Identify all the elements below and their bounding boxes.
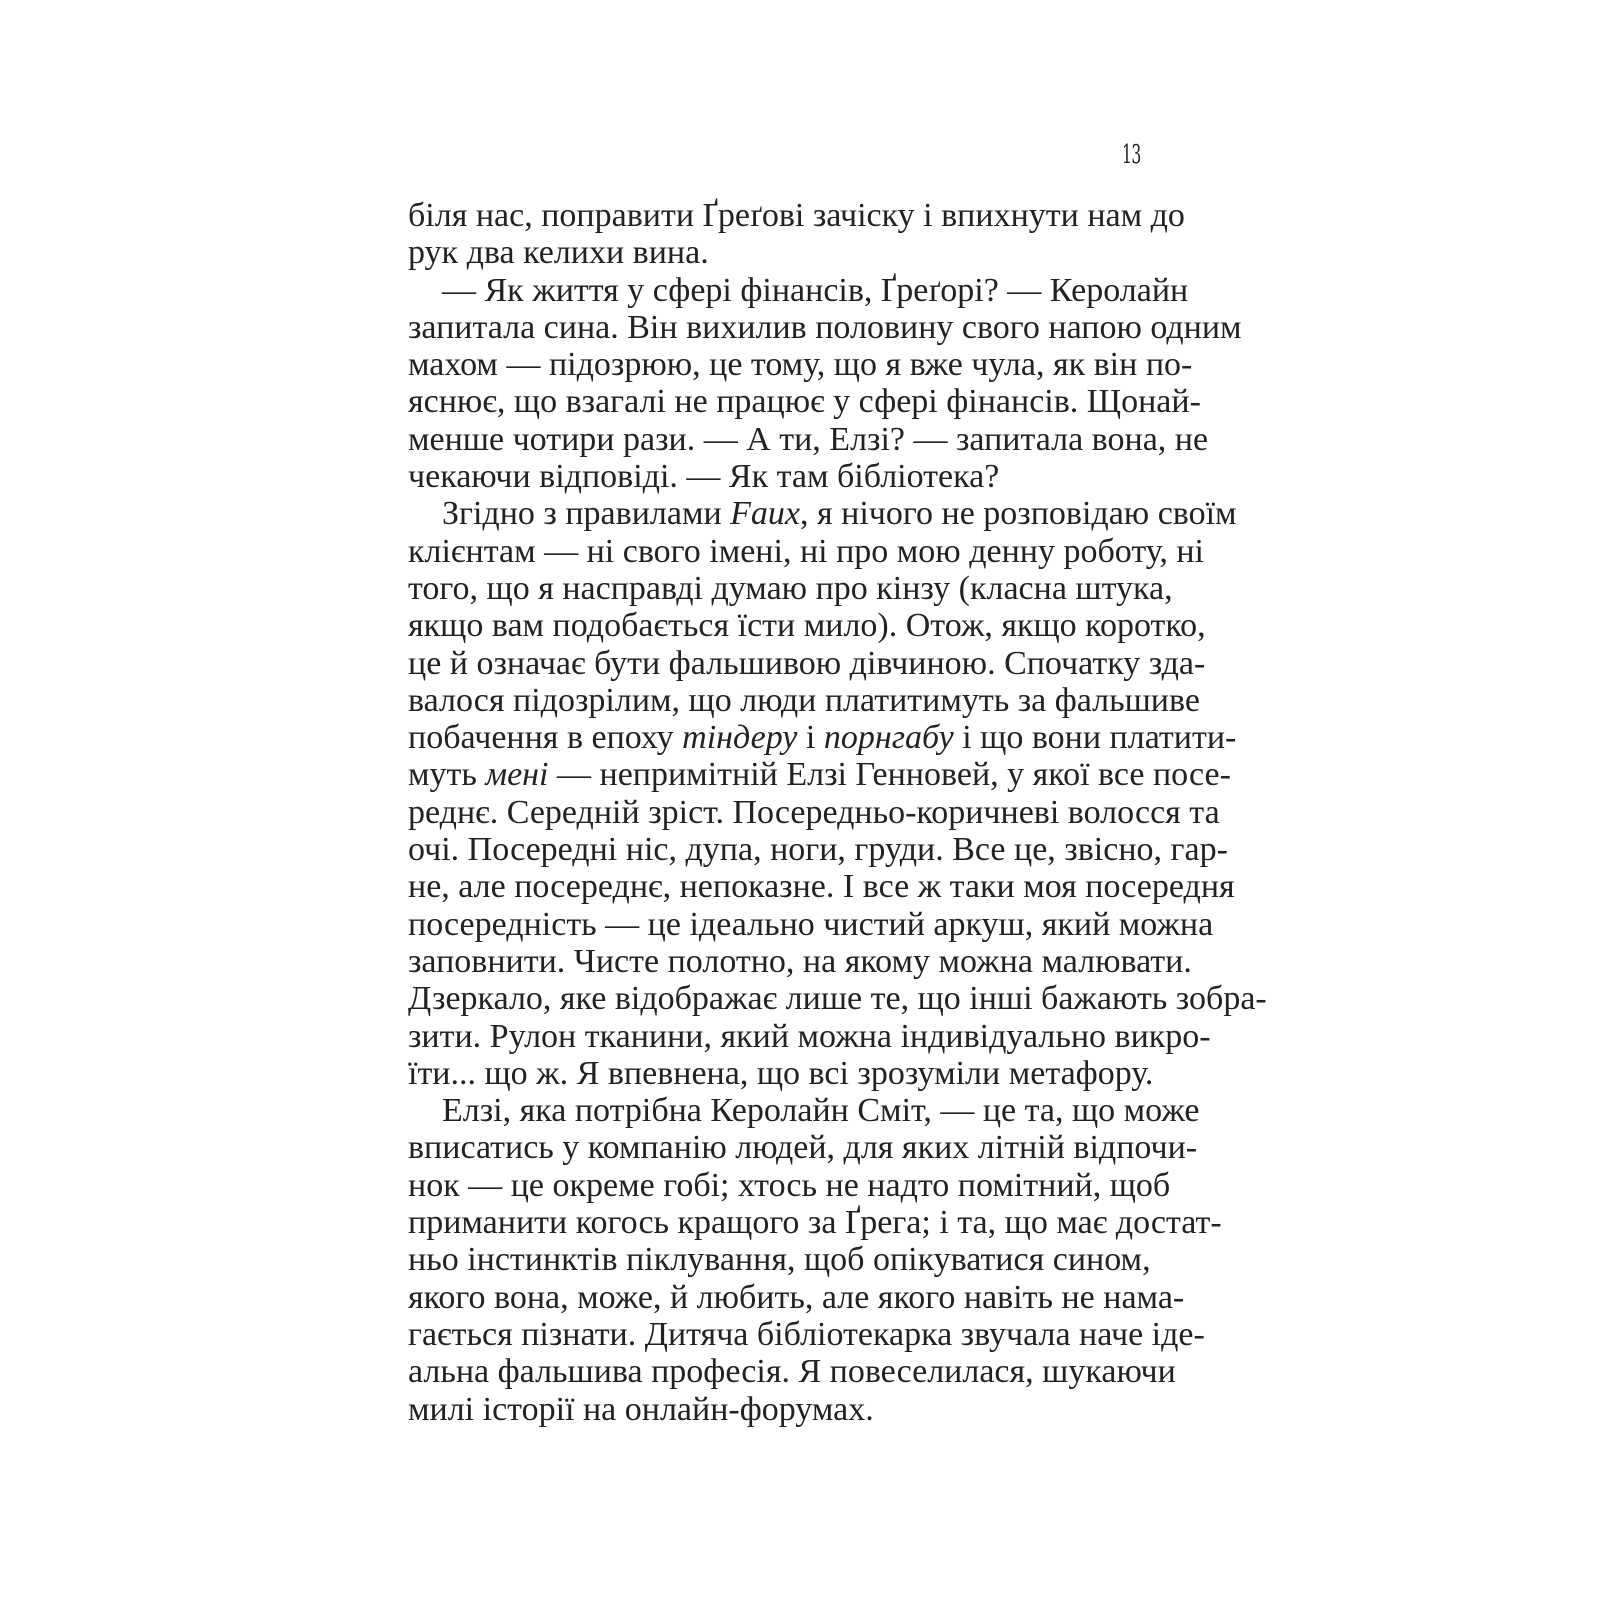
text-line — [408, 1315, 1205, 1353]
text-line-content: альна фальшива професія. Я повеселилася, шукаючи — [408, 1353, 1176, 1391]
text-line-content: Елзі, яка потрібна Керолайн Сміт, — це та, що може — [442, 1092, 1200, 1130]
italic-term: тіндеру — [682, 719, 798, 757]
text-line-content: запитала сина. Він вихилив половину свого напою одним — [408, 308, 1242, 346]
text-line — [408, 1241, 1151, 1279]
text-line — [408, 1204, 1222, 1242]
italic-term: порнгабу — [823, 719, 954, 757]
text-segment: побачення в епоху — [408, 719, 683, 757]
text-line — [408, 681, 1200, 719]
text-line-content: ньо інстинктів піклування, щоб опікуватися сином, — [408, 1241, 1151, 1279]
text-line — [408, 308, 1242, 346]
text-line — [408, 383, 1201, 421]
page-number: 13 — [1122, 140, 1141, 170]
text-line — [408, 719, 1237, 757]
text-line — [408, 569, 1173, 607]
text-line-content: валося підозрілим, що люди платитимуть за фальшиве — [408, 681, 1200, 719]
text-line — [408, 905, 1214, 943]
text-line-content: реднє. Середній зріст. Посередньо-коричневі волосся та — [408, 793, 1220, 831]
text-line-content: приманити когось кращого за Ґрега; і та, що має достат- — [408, 1204, 1222, 1242]
text-segment: і — [797, 719, 824, 757]
text-line — [408, 868, 1235, 906]
text-line — [408, 532, 1204, 570]
text-line-content: якщо вам подобається їсти мило). Отож, якщо коротко, — [408, 607, 1206, 645]
text-line-content: рук два келихи вина. — [408, 234, 709, 272]
text-line — [408, 346, 1193, 384]
text-line — [408, 756, 1231, 794]
text-line-content: милі історії на онлайн-форумах. — [408, 1390, 874, 1428]
text-line — [408, 495, 1237, 533]
text-line — [408, 644, 1206, 682]
text-line — [408, 197, 1185, 234]
text-line — [408, 831, 1228, 869]
text-line — [408, 420, 1209, 458]
text-line — [408, 942, 1192, 980]
text-line — [408, 1166, 1171, 1204]
text-line — [408, 1353, 1176, 1391]
text-line-content: посередність — це ідеально чистий аркуш, який можна — [408, 905, 1214, 943]
text-line-content: — Як життя у сфері фінансів, Ґреґорі? — Керолайн — [442, 271, 1189, 309]
text-line — [408, 1391, 1148, 1428]
text-line-content: чекаючи відповіді. — Як там бібліотека? — [408, 458, 1000, 496]
italic-term: мені — [485, 756, 549, 794]
text-line — [408, 793, 1220, 831]
text-line — [408, 458, 1148, 495]
text-line-content: їти... що ж. Я впевнена, що всі зрозуміли метафору. — [408, 1054, 1154, 1092]
text-line — [408, 234, 1148, 271]
text-line-content: біля нас, поправити Ґреґові зачіску і впихнути нам до — [408, 197, 1185, 234]
text-line-content: якого вона, може, й любить, але якого навіть не нама- — [408, 1278, 1185, 1316]
text-segment: Згідно з правилами — [442, 495, 731, 533]
text-line — [408, 271, 1189, 309]
text-line-content: не, але посереднє, непоказне. І все ж таки моя посередня — [408, 868, 1235, 906]
text-line-content: менше чотири рази. — А ти, Елзі? — запитала вона, не — [408, 420, 1209, 458]
text-line-content: того, що я насправді думаю про кінзу (класна штука, — [408, 569, 1173, 607]
text-line — [408, 1278, 1185, 1316]
text-line — [408, 1092, 1200, 1130]
text-line — [408, 1054, 1154, 1092]
text-line-content: яснює, що взагалі не працює у сфері фінансів. Щонай- — [408, 383, 1201, 421]
text-line-content: гається пізнати. Дитяча бібліотекарка звучала наче ідe- — [408, 1315, 1205, 1353]
text-line — [408, 1129, 1198, 1167]
text-line-content: нок — це окреме гобі; хтось не надто помітний, щоб — [408, 1166, 1171, 1204]
text-line-content: зити. Рулон тканини, який можна індивідуально викро- — [408, 1017, 1211, 1055]
text-line — [408, 1017, 1211, 1055]
text-line-content: махом — підозрюю, це тому, що я вже чула, як він по- — [408, 346, 1193, 384]
text-line-content: клієнтам — ні свого імені, ні про мою денну роботу, ні — [408, 532, 1204, 570]
text-line-content: це й означає бути фальшивою дівчиною. Спочатку зда- — [408, 644, 1206, 682]
text-line-content: очі. Посередні ніс, дупа, ноги, груди. Все це, звісно, гар- — [408, 831, 1228, 869]
italic-term: Faux — [730, 495, 801, 533]
text-segment: і що вони платити- — [953, 719, 1237, 757]
body-text — [408, 197, 1267, 1428]
text-segment: муть — [408, 756, 486, 794]
text-line-content: Дзеркало, яке відображає лише те, що інші бажають зобра- — [408, 980, 1267, 1018]
text-segment: , я нічого не розповідаю своїм — [800, 495, 1237, 533]
text-line — [408, 980, 1267, 1018]
text-segment: — непримітній Елзі Генновей, у якої все посе- — [548, 756, 1231, 794]
text-line-content: вписатись у компанію людей, для яких літній відпочи- — [408, 1129, 1198, 1167]
text-line-content: заповнити. Чисте полотно, на якому можна малювати. — [408, 942, 1192, 980]
text-line — [408, 607, 1206, 645]
